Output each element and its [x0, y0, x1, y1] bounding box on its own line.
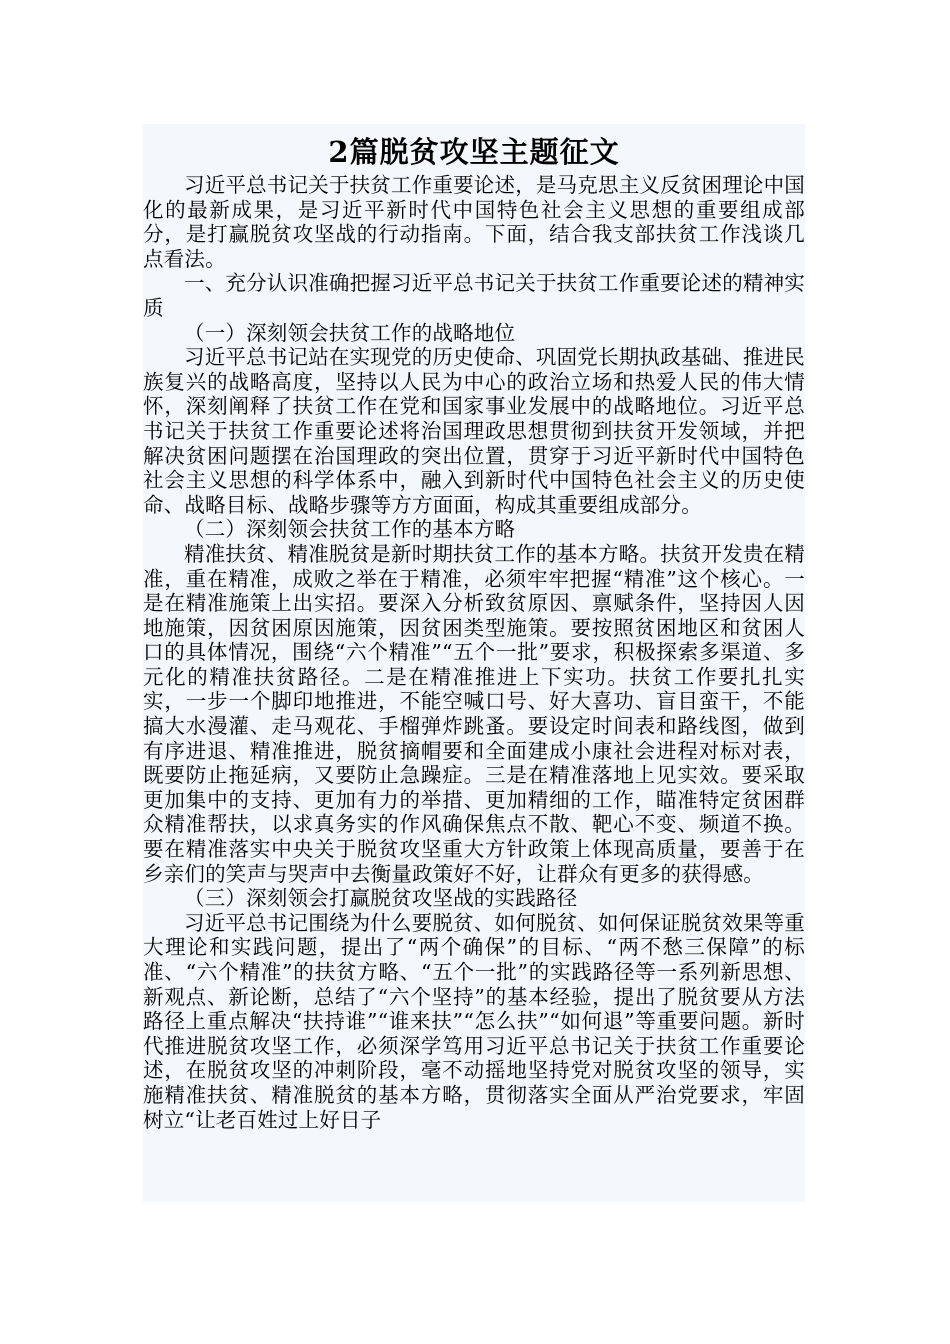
subheading-3: （三）深刻领会打赢脱贫攻坚战的实践路径 [184, 886, 578, 911]
document-body [143, 124, 805, 1202]
paragraph-basic-strategy: 精准扶贫、精准脱贫是新时期扶贫工作的基本方略。扶贫开发贵在精准，重在精准，成败之举在于精准，必须牢牢把握“精准”这个核心。一是在精准施策上出实招。要深入分析致贫原因、禀赋条件，坚持因人因地施策，因贫困原因施策，因贫困类型施策。要按照贫困地区和贫困人口的具体情况，围绕“六个精准”“五个一批”要求，积极探索多渠道、多元化的精准扶贫路径。二是在精准推进上下实功。扶贫工作要扎扎实实，一步一个脚印地推进，不能空喊口号、好大喜功、盲目蛮干，不能搞大水漫灌、走马观花、手榴弹炸跳蚤。要设定时间表和路线图，做到有序进退、精准推进，脱贫摘帽要和全面建成小康社会进程对标对表，既要防止拖延病，又要防止急躁症。三是在精准落地上见实效。要采取更加集中的支持、更加有力的举措、更加精细的工作，瞄准特定贫困群众精准帮扶，以求真务实的作风确保焦点不散、靶心不变、频道不换。要在精准落实中央关于脱贫攻坚重大方针政策上体现高质量，要善于在乡亲们的笑声与哭声中去衡量政策好不好，让群众有更多的获得感。 [143, 541, 805, 886]
paragraph-practice-path: 习近平总书记围绕为什么要脱贫、如何脱贫、如何保证脱贫效果等重大理论和实践问题，提出了“两个确保”的目标、“两不愁三保障”的标准、“六个精准”的扶贫方略、“五个一批”的实践路径等一系列新思想、新观点、新论断，总结了“六个坚持”的基本经验，提出了脱贫要从方法路径上重点解决“扶持谁”“谁来扶”“怎么扶”“如何退”等重要问题。新时代推进脱贫攻坚工作，必须深学笃用习近平总书记关于扶贫工作重要论述，在脱贫攻坚的冲刺阶段，毫不动摇地坚持党对脱贫攻坚的领导，实施精准扶贫、精准脱贫的基本方略，贯彻落实全面从严治党要求，牢固树立“让老百姓过上好日子 [143, 910, 805, 1132]
paragraph-intro: 习近平总书记关于扶贫工作重要论述，是马克思主义反贫困理论中国化的最新成果，是习近平新时代中国特色社会主义思想的重要组成部分，是打赢脱贫攻坚战的行动指南。下面，结合我支部扶贫工作浅谈几点看法。 [143, 173, 805, 271]
document-title: 2篇脱贫攻坚主题征文 [328, 135, 620, 169]
paragraph-strategic-position: 习近平总书记站在实现党的历史使命、巩固党长期执政基础、推进民族复兴的战略高度，坚持以人民为中心的政治立场和热爱人民的伟大情怀，深刻阐释了扶贫工作在党和国家事业发展中的战略地位。习近平总书记关于扶贫工作重要论述将治国理政思想贯彻到扶贫开发领域，并把解决贫困问题摆在治国理政的突出位置，贯穿于习近平新时代中国特色社会主义思想的科学体系中，融入到新时代中国特色社会主义的历史使命、战略目标、战略步骤等方方面面，构成其重要组成部分。 [143, 345, 805, 517]
subheading-1: （一）深刻领会扶贫工作的战略地位 [184, 320, 516, 345]
heading-section-1: 一、充分认识准确把握习近平总书记关于扶贫工作重要论述的精神实质 [143, 271, 805, 320]
subheading-2: （二）深刻领会扶贫工作的基本方略 [184, 517, 516, 542]
